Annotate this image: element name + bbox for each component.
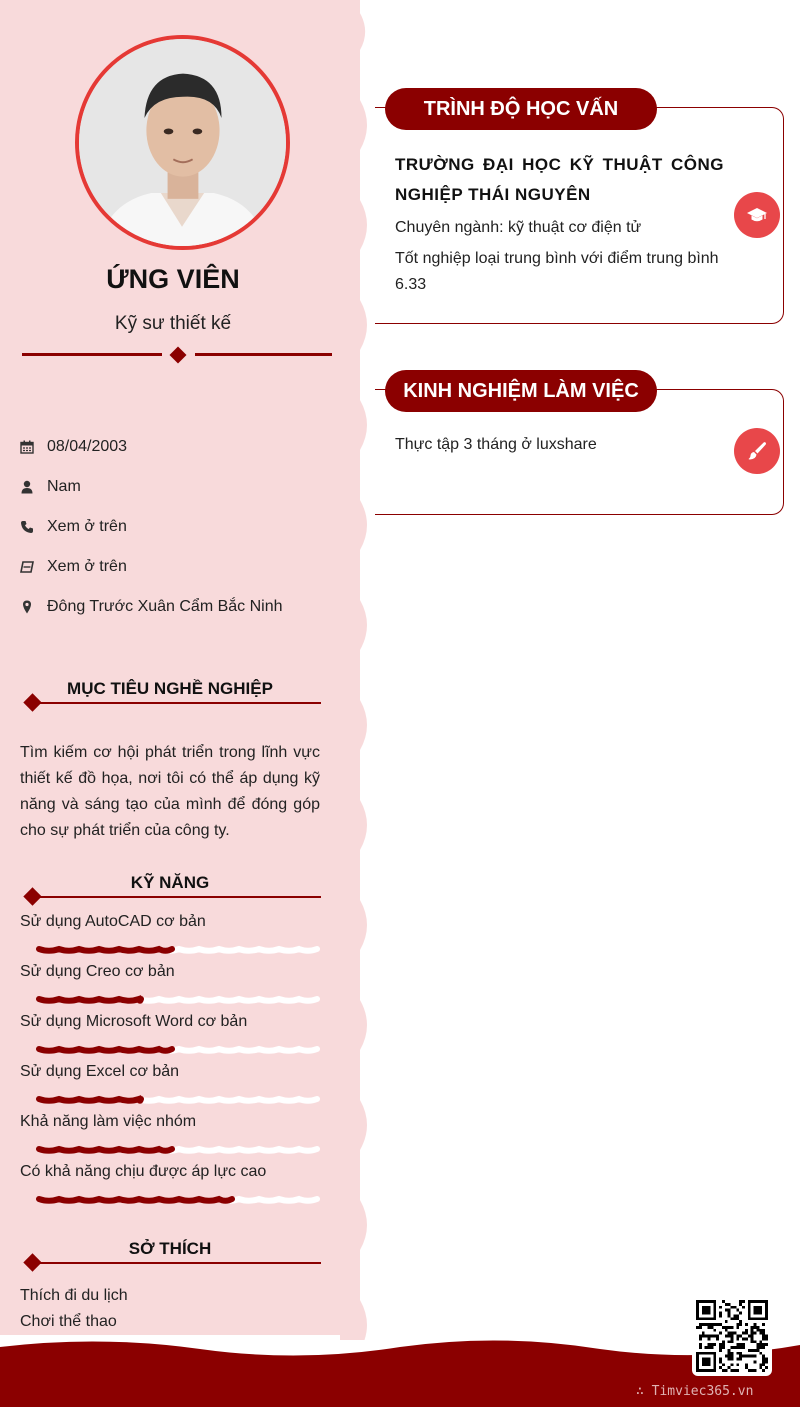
skill-level-bar: [36, 993, 320, 1005]
contact-birthdate: [20, 436, 127, 458]
brand-watermark[interactable]: ∴ Timviec365.vn: [636, 1384, 754, 1399]
objective-text: Tìm kiếm cơ hội phát triển trong lĩnh vực thiết kế đồ họa, nơi tôi có thể áp dụng kỹ năng và sáng tạo của mình để đóng góp cho sự phát triển của công ty.: [20, 744, 320, 839]
skill-name: Sử dụng Microsoft Word cơ bản: [20, 1013, 248, 1030]
contact-phone: [20, 516, 127, 538]
hobbies-heading: SỞ THÍCH: [128, 1239, 212, 1258]
education-heading: TRÌNH ĐỘ HỌC VẤN: [385, 88, 657, 130]
job-title: Kỹ sư thiết kế: [114, 313, 232, 334]
experience-icon-badge: [734, 428, 780, 474]
objective-heading-line: [32, 702, 321, 704]
brand-text: Timviec365.vn: [651, 1384, 754, 1399]
calendar-icon: [20, 440, 47, 454]
skill-name: Sử dụng AutoCAD cơ bản: [20, 913, 206, 930]
address-value: Đông Trước Xuân Cẩm Bắc Ninh: [47, 598, 283, 615]
skill-fill: [39, 949, 172, 951]
contact-email: [20, 556, 127, 578]
skill-fill: [39, 1099, 141, 1101]
skill-level-bar: [36, 1093, 320, 1105]
education-icon-badge: [734, 192, 780, 238]
hobby-item: Chơi thể thao: [20, 1313, 117, 1330]
email-value: Xem ở trên: [47, 558, 127, 575]
name-divider-right: [195, 353, 332, 356]
name-divider-left: [22, 353, 162, 356]
graduation-cap-icon: [746, 204, 768, 226]
education-major: Chuyên ngành: kỹ thuật cơ điện tử: [395, 219, 642, 236]
experience-heading: KINH NGHIỆM LÀM VIỆC: [385, 370, 657, 412]
qr-code-icon: [696, 1300, 768, 1372]
email-icon: [20, 560, 47, 574]
contact-gender: [20, 476, 81, 498]
skill-level-bar: [36, 1043, 320, 1055]
qr-code[interactable]: [692, 1296, 772, 1376]
skill-name: Sử dụng Creo cơ bản: [20, 963, 175, 980]
skill-fill: [39, 1149, 172, 1151]
avatar-photo-icon: [79, 39, 286, 246]
education-result: Tốt nghiệp loại trung bình với điểm trung bình 6.33: [395, 250, 719, 293]
phone-value: Xem ở trên: [47, 518, 127, 535]
skills-heading: KỸ NĂNG: [130, 873, 210, 892]
skill-level-bar: [36, 943, 320, 955]
objective-heading: MỤC TIÊU NGHỀ NGHIỆP: [67, 679, 273, 698]
candidate-name: ỨNG VIÊN: [106, 264, 240, 294]
paintbrush-icon: [746, 440, 768, 462]
skills-heading-line: [32, 896, 321, 898]
birthdate-value: 08/04/2003: [47, 438, 128, 455]
skill-fill: [39, 1199, 232, 1201]
experience-text: Thực tập 3 tháng ở luxshare: [395, 436, 597, 453]
user-icon: [20, 480, 47, 494]
phone-icon: [20, 520, 47, 534]
skill-level-bar: [36, 1143, 320, 1155]
skill-level-bar: [36, 1193, 320, 1205]
school-name: TRƯỜNG ĐẠI HỌC KỸ THUẬT CÔNG NGHIỆP THÁI NGUYÊN: [395, 155, 724, 204]
skill-name: Khả năng làm việc nhóm: [20, 1113, 197, 1130]
map-pin-icon: [20, 600, 47, 614]
hobby-item: Thích đi du lịch: [20, 1287, 128, 1304]
avatar: [75, 35, 290, 250]
gender-value: Nam: [47, 478, 81, 495]
skill-fill: [39, 999, 141, 1001]
skill-fill: [39, 1049, 172, 1051]
contact-address: [20, 596, 283, 618]
hobbies-heading-line: [32, 1262, 321, 1264]
skill-name: Sử dụng Excel cơ bản: [20, 1063, 180, 1080]
skill-name: Có khả năng chịu được áp lực cao: [20, 1163, 267, 1180]
